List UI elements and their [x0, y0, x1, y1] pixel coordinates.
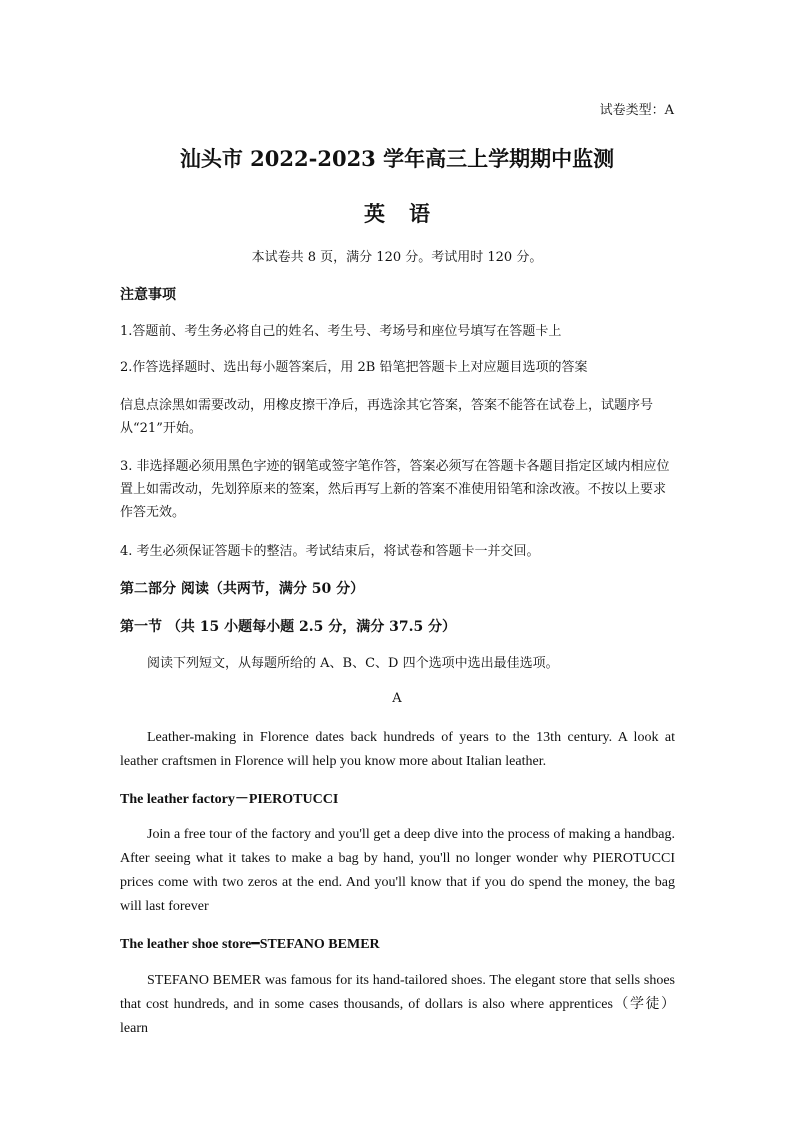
passage-heading-leather-factory: The leather factory－PIEROTUCCI [120, 792, 339, 807]
subject-title: 英语 [364, 201, 454, 226]
passage-paragraph-factory: Join a free tour of the factory and you'll get a deep dive into the process of making a handbag. After seeing what it takes to make a bag by hand, you'll no longer wonder why PIEROTUCCI prices come with two zeros at the end. And you'll know that if you do spend the money, the bag will last forever [120, 827, 675, 914]
passage-label: A [392, 691, 402, 706]
exam-info: 本试卷共 8 页，满分 120 分。考试用时 120 分。 [251, 250, 543, 265]
passage-paragraph-shoe-store: STEFANO BEMER was famous for its hand-tailored shoes. The elegant store that sells shoes that cost hundreds, and in some cases thousands, of dollars is also where apprentices（学徒）learn [120, 973, 675, 1036]
reading-instruction: 阅读下列短文，从每题所给的 A、B、C、D 四个选项中选出最佳选项。 [147, 656, 559, 671]
paper-type-label: 试卷类型：A [599, 103, 674, 118]
section-1-heading: 第一节 （共 15 小题每小题 2.5 分，满分 37.5 分） [120, 619, 457, 635]
notes-item-3: 3. 非选择题必须用黑色字迹的钢笔或签字笔作答，答案必须写在答题卡各题目指定区域内相应位置上如需改动，先划猝原来的签案，然后再写上新的答案不准使用铅笔和涂改液。不按以上要求作答无效。 [120, 459, 670, 520]
passage-heading-shoe-store: The leather shoe store━STEFANO BEMER [120, 937, 380, 952]
notes-item-2-line-2: 信息点涂黑如需要改动，用橡皮擦干净后，再选涂其它答案，答案不能答在试卷上，试题序号从“21”开始。 [120, 398, 654, 436]
passage-intro: Leather-making in Florence dates back hundreds of years to the 13th century. A look at leather craftsmen in Florence will help you know more about Italian leather. [120, 730, 675, 769]
notes-item-4: 4. 考生必须保证答题卡的整洁。考试结束后，将试卷和答题卡一并交回。 [120, 544, 540, 559]
notes-item-1: 1.答题前、考生务必将自己的姓名、考生号、考场号和座位号填写在答题卡上 [120, 324, 562, 339]
notes-item-2-line-1: 2.作答选择题时、选出每小题答案后，用 2B 铅笔把答题卡上对应题目选项的答案 [120, 360, 588, 375]
part-2-heading: 第二部分 阅读（共两节，满分 50 分） [120, 581, 365, 597]
notes-heading: 注意事项 [120, 287, 176, 303]
exam-title: 汕头市 2022-2023 学年高三上学期期中监测 [179, 146, 615, 171]
